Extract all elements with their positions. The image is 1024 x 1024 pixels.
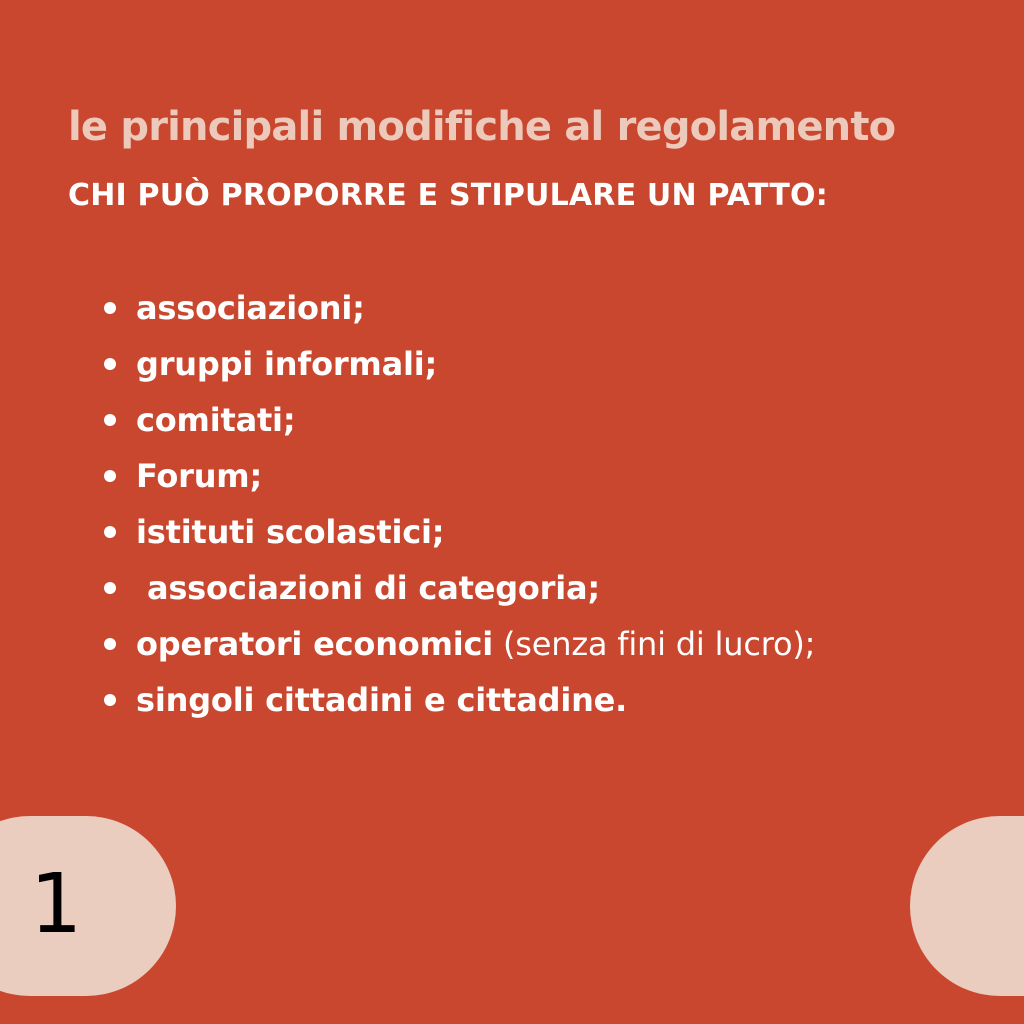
next-page-pill bbox=[910, 816, 1024, 996]
list-item bbox=[100, 672, 815, 728]
list-item-text: gruppi informali; bbox=[136, 345, 438, 383]
page-number: 1 bbox=[30, 857, 83, 952]
bullet-icon bbox=[104, 526, 116, 538]
list-item-text: comitati; bbox=[136, 401, 296, 439]
list-item bbox=[100, 560, 815, 616]
bullet-icon bbox=[104, 470, 116, 482]
list-item-text: Forum; bbox=[136, 457, 263, 495]
list-item-text: istituti scolastici; bbox=[136, 513, 445, 551]
list-item bbox=[100, 616, 815, 672]
bullet-icon bbox=[104, 638, 116, 650]
page-heading: CHI PUÒ PROPORRE E STIPULARE UN PATTO: bbox=[68, 178, 828, 213]
list-item-text: operatori economici bbox=[136, 625, 494, 663]
bullet-icon bbox=[104, 694, 116, 706]
list-item-note: (senza fini di lucro); bbox=[493, 625, 816, 663]
list-item bbox=[100, 336, 815, 392]
list-item bbox=[100, 448, 815, 504]
list-item bbox=[100, 392, 815, 448]
page-number-pill bbox=[0, 816, 176, 996]
bullet-icon bbox=[104, 358, 116, 370]
bullet-icon bbox=[104, 582, 116, 594]
bullet-icon bbox=[104, 414, 116, 426]
list-item-text: associazioni; bbox=[136, 289, 365, 327]
list-item bbox=[100, 280, 815, 336]
eligible-list bbox=[100, 280, 815, 728]
list-item-text: associazioni di categoria; bbox=[136, 569, 601, 607]
list-item-text: singoli cittadini e cittadine. bbox=[136, 681, 628, 719]
list-item bbox=[100, 504, 815, 560]
subtitle: le principali modifiche al regolamento bbox=[68, 104, 896, 150]
bullet-icon bbox=[104, 302, 116, 314]
